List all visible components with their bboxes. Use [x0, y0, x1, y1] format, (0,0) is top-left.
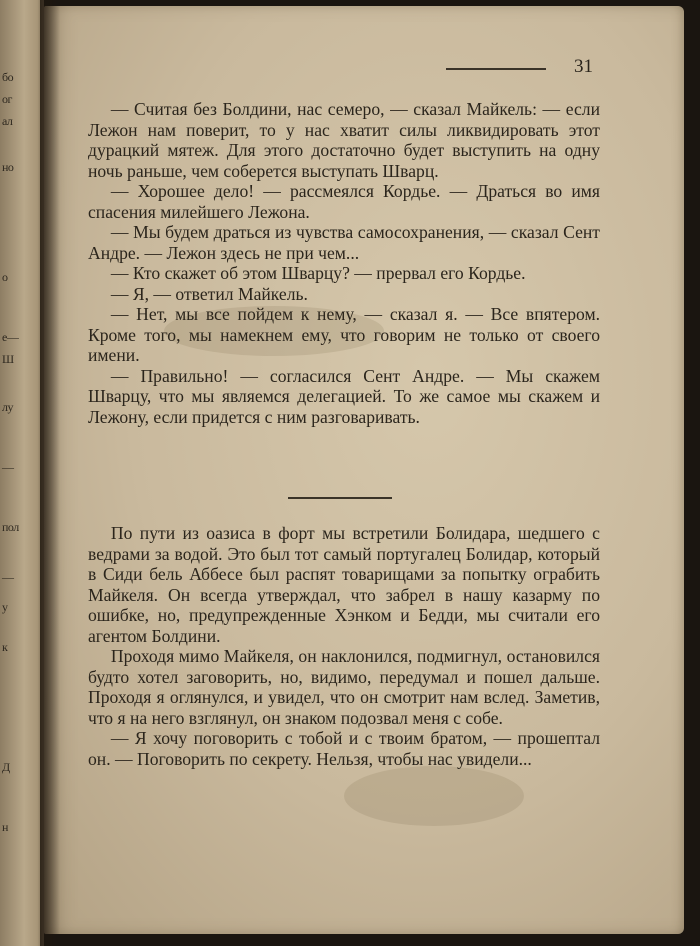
paragraph: — Я хочу поговорить с тобой и с твоим братом, — прошептал он. — Поговорить по секрету. Нельзя, чтобы нас увидели... — [88, 728, 600, 769]
paragraph: — Хорошее дело! — рассмеялся Кордье. — Драться во имя спасения милейшего Лежона. — [88, 181, 600, 222]
header-rule — [446, 68, 546, 70]
paragraph: — Я, — ответил Майкель. — [110, 283, 308, 304]
page-number: 31 — [574, 56, 593, 77]
paragraph: — Считая без Болдини, нас семеро, — сказал Майкель: — если Лежон нам поверит, то у нас хватит силы ликвидировать этот дурацкий мятеж. Для этого достаточно будет выступить на одну ночь раньше, чем соберется выступать Шварц. — [88, 99, 600, 181]
paragraph: — Мы будем драться из чувства самосохранения, — сказал Сент Андре. — Лежон здесь не при чем... — [88, 222, 600, 263]
section-divider — [288, 497, 392, 499]
paragraph: Проходя мимо Майкеля, он наклонился, подмигнул, остановился будто хотел заговорить, но, видимо, передумал и пошел дальше. Проходя я оглянулся, и увидел, что он смотрит нам вслед. Заметив, что я на него взглянул, он знаком подозвал меня с собе. — [88, 646, 600, 728]
dialogue-section — [88, 99, 600, 427]
paragraph: По пути из оазиса в форт мы встретили Болидара, шедшего с ведрами за водой. Это был тот самый португалец Болидар, который в Сиди бель Аббесе был распят товарищами за попытку ограбить Майкеля. Он всегда утверждал, что забрел в нашу казарму по ошибке, но, предупрежденные Хэнком и Бедди, мы считали его агентом Болдини. — [88, 523, 600, 646]
paragraph: — Нет, мы все пойдем к нему, — сказал я. — Все впятером. Кроме того, мы намекнем ему, что говорим не только от своего имени. — [88, 304, 600, 365]
narrative-section — [88, 523, 600, 769]
book-page — [44, 6, 684, 934]
paragraph: — Правильно! — согласился Сент Андре. — Мы скажем Шварцу, что мы являемся делегацией. То же самое мы скажем и Лежону, если придется с ним разговаривать. — [88, 365, 600, 427]
adjacent-page-edge: бо ог ал но о е— Ш лу — пол — у к Д н — [0, 0, 44, 946]
paragraph: — Кто скажет об этом Шварцу? — прервал его Кордье. — [110, 263, 526, 283]
spine-shadow — [40, 0, 60, 946]
